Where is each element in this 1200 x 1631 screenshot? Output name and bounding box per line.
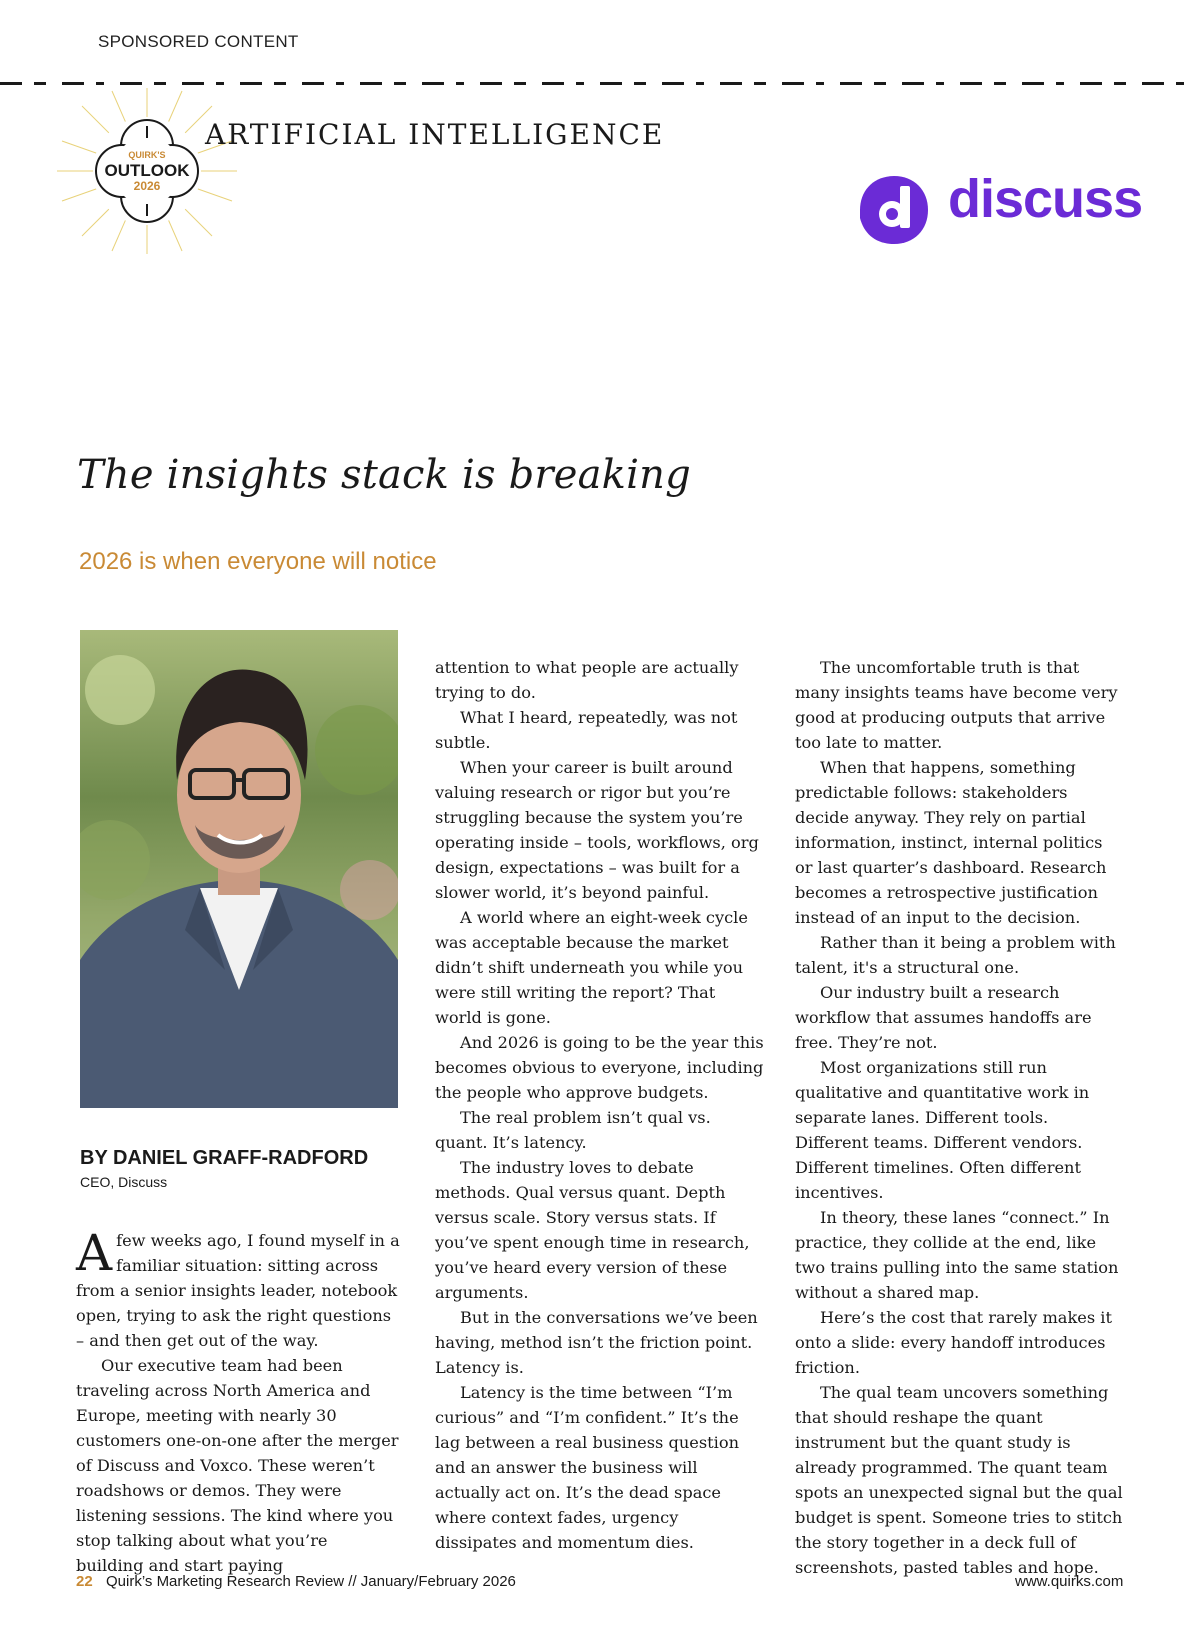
portrait-illustration (80, 630, 398, 1108)
outlook-badge-icon (52, 86, 242, 256)
page-title: The insights stack is breaking (77, 452, 691, 498)
article-column-2 (435, 655, 765, 1555)
paragraph: The uncomfortable truth is that many insights teams have become very good at producing outputs that arrive too late to matter. (795, 658, 1118, 752)
section-title: ARTIFICIAL INTELLIGENCE (205, 118, 665, 151)
paragraph: Rather than it being a problem with talent, it's a structural one. (795, 933, 1116, 977)
brand-name: discuss (948, 169, 1143, 229)
paragraph: In theory, these lanes “connect.” In practice, they collide at the end, like two trains pulling into the same station without a shared map. (795, 1208, 1119, 1302)
paragraph: Most organizations still run qualitative and quantitative work in separate lanes. Different tools. Different teams. Different vendors. Different timelines. Often different incentives. (795, 1058, 1090, 1202)
article-column-1 (76, 1224, 400, 1578)
paragraph: But in the conversations we’ve been having, method isn’t the friction point. Latency is. (435, 1308, 758, 1377)
paragraph: Here’s the cost that rarely makes it onto a slide: every handoff introduces friction. (795, 1308, 1112, 1377)
sponsored-label: SPONSORED CONTENT (98, 32, 299, 51)
paragraph: When your career is built around valuing research or rigor but you’re struggling because the system you’re operating inside – tools, workflows, org design, expectations – was built for a slower world, it’s beyond painful. (435, 758, 759, 902)
paragraph: Afew weeks ago, I found myself in a familiar situation: sitting across from a senior insights leader, notebook open, trying to ask the right questions – and then get out of the way. (76, 1224, 400, 1350)
author-title: CEO, Discuss (80, 1174, 168, 1190)
badge-top-text: QUIRK'S (128, 150, 166, 160)
paragraph: When that happens, something predictable follows: stakeholders decide anyway. They rely on partial information, instinct, internal politics or last quarter’s dashboard. Research becomes a retrospective justification instead of an input to the decision. (795, 758, 1107, 927)
paragraph: The real problem isn’t qual vs. quant. It’s latency. (435, 1108, 711, 1152)
paragraph: Latency is the time between “I’m curious” and “I’m confident.” It’s the lag between a real business question and an answer the business will actually act on. It’s the dead space where context fades, urgency dissipates and momentum dies. (435, 1383, 740, 1552)
publication-name: Quirk’s Marketing Research Review // January/February 2026 (106, 1573, 516, 1590)
dashed-rule (0, 82, 1200, 85)
article-column-3 (795, 655, 1125, 1580)
page-number: 22 (76, 1573, 93, 1590)
website-link[interactable]: www.quirks.com (1015, 1573, 1124, 1590)
paragraph: The industry loves to debate methods. Qual versus quant. Depth versus scale. Story versus stats. If you’ve spent enough time in research, you’ve heard every version of these arguments. (435, 1158, 750, 1302)
author-photo (80, 630, 398, 1108)
paragraph: What I heard, repeatedly, was not subtle. (435, 708, 738, 752)
paragraph: The qual team uncovers something that should reshape the quant instrument but the quant study is already programmed. The quant team spots an unexpected signal but the qual budget is spent. Someone tries to stitch the story together in a deck full of screenshots, pasted tables and hope. (795, 1383, 1123, 1577)
subheadline: 2026 is when everyone will notice (79, 548, 437, 575)
paragraph: Our industry built a research workflow that assumes handoffs are free. They’re not. (795, 983, 1092, 1052)
drop-cap: A (76, 1224, 113, 1282)
paragraph: A world where an eight-week cycle was acceptable because the market didn’t shift underneath you while you were still writing the report? That world is gone. (435, 908, 748, 1027)
author-byline: BY DANIEL GRAFF-RADFORD (80, 1147, 369, 1169)
discuss-logo-icon (856, 172, 932, 248)
badge-middle-text: OUTLOOK (104, 161, 190, 180)
paragraph: attention to what people are actually trying to do. (435, 658, 739, 702)
badge-year-text: 2026 (133, 179, 161, 193)
paragraph: Our executive team had been traveling across North America and Europe, meeting with nearly 30 customers one-on-one after the merger of Discuss and Voxco. These weren’t roadshows or demos. They were listening sessions. The kind where you stop talking about what you’re building and start paying (76, 1356, 399, 1575)
paragraph: And 2026 is going to be the year this becomes obvious to everyone, including the people who approve budgets. (435, 1033, 764, 1102)
